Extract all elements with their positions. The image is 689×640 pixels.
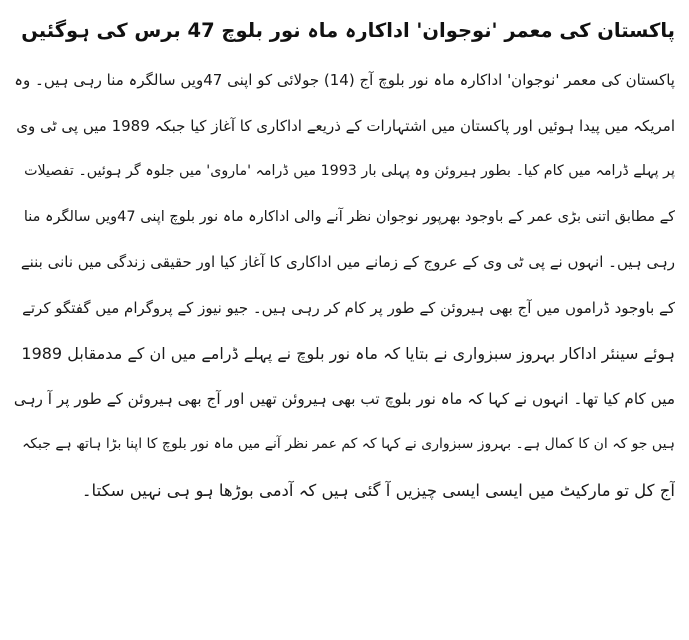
article-headline: پاکستان کی معمر 'نوجوان' اداکارہ ماہ نور بلوچ 47 برس کی ہوگئیں xyxy=(21,19,675,42)
body-line: میں کام کیا تھا۔ انہوں نے کہا کہ ماہ نور بلوچ تب بھی ہیروئن تھیں اور آج بھی ہیروئن کے طور پر آ رہی xyxy=(14,389,675,408)
body-line: پاکستان کی معمر 'نوجوان' اداکارہ ماہ نور بلوچ آج (14) جولائی کو اپنی 47ویں سالگرہ منا رہی ہیں۔ وہ xyxy=(14,71,675,89)
body-line: پر پہلے ڈرامہ میں کام کیا۔ بطور ہیروئن وہ پہلی بار 1993 میں ڈرامہ 'ماروی' میں جلوہ گر ہوئیں۔ تفصیلات xyxy=(24,163,675,179)
news-article xyxy=(14,14,675,513)
article-body xyxy=(14,58,675,513)
body-line: کے مطابق اتنی بڑی عمر کے باوجود بھرپور نوجوان نظر آنے والی اداکارہ ماہ نور بلوچ اپنی 47ویں سالگرہ منا xyxy=(23,208,675,225)
body-line: رہی ہیں۔ انہوں نے پی ٹی وی کے عروج کے زمانے میں اداکاری کا آغاز کیا اور حقیقی زندگی میں نانی بننے xyxy=(20,253,675,271)
body-line: ہوئے سینئر اداکار بہروز سبزواری نے بتایا کہ ماہ نور بلوچ نے پہلے ڈرامے میں ان کے مدمقابل 1989 xyxy=(21,344,675,363)
body-line: امریکہ میں پیدا ہوئیں اور پاکستان میں اشتہارات کے ذریعے اداکاری کا آغاز کیا جبکہ 1989 میں پی ٹی وی xyxy=(16,116,675,135)
body-line: کے باوجود ڈراموں میں آج بھی ہیروئن کے طور پر کام کر رہی ہیں۔ جیو نیوز کے پروگرام میں گفتگو کرتے xyxy=(22,298,675,317)
body-line: ہیں جو کہ ان کا کمال ہے۔ بہروز سبزواری نے کہا کہ کم عمر نظر آنے میں ماہ نور بلوچ کا اپنا بڑا ہاتھ ہے جبکہ xyxy=(22,436,675,452)
body-line: آج کل تو مارکیٹ میں ایسی ایسی چیزیں آ گئی ہیں کہ آدمی بوڑھا ہو ہی نہیں سکتا۔ xyxy=(81,480,675,500)
